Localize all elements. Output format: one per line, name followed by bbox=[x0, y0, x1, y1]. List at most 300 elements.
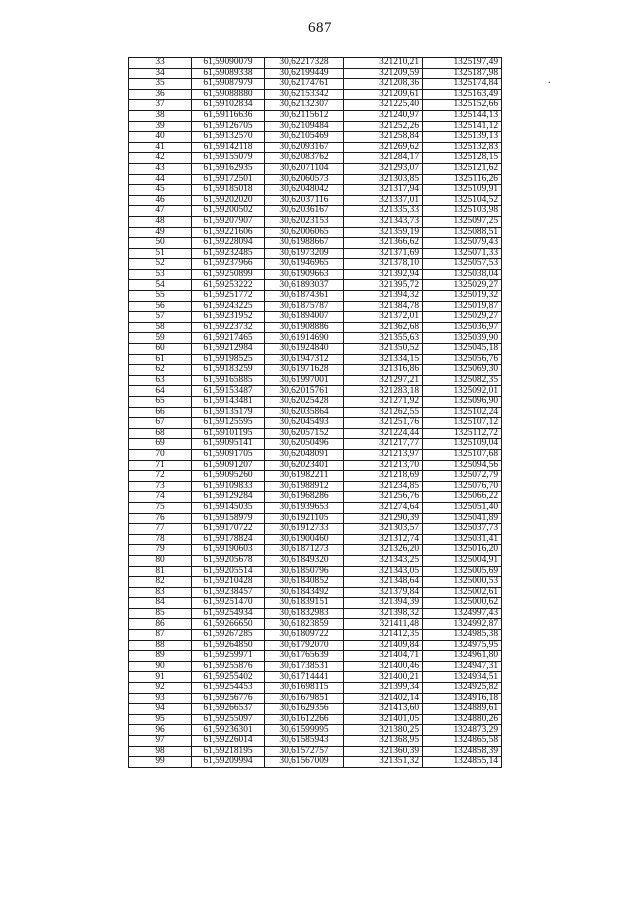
y-coordinate-cell: 1324916,18 bbox=[423, 693, 502, 704]
y-coordinate-cell: 1324934,51 bbox=[423, 672, 502, 683]
x-coordinate-cell: 321208,36 bbox=[344, 79, 423, 90]
latitude-cell: 61,59145035 bbox=[192, 502, 265, 513]
x-coordinate-cell: 321337,01 bbox=[344, 195, 423, 206]
y-coordinate-cell: 1325144,13 bbox=[423, 110, 502, 121]
y-coordinate-cell: 1325072,79 bbox=[423, 471, 502, 482]
longitude-cell: 30,62153342 bbox=[265, 89, 344, 100]
latitude-cell: 61,59129284 bbox=[192, 492, 265, 503]
longitude-cell: 30,62105469 bbox=[265, 132, 344, 143]
y-coordinate-cell: 1325041,89 bbox=[423, 513, 502, 524]
longitude-cell: 30,61893037 bbox=[265, 280, 344, 291]
point-number-cell: 95 bbox=[129, 714, 192, 725]
x-coordinate-cell: 321225,40 bbox=[344, 100, 423, 111]
y-coordinate-cell: 1325019,87 bbox=[423, 301, 502, 312]
table-row bbox=[129, 481, 502, 492]
point-number-cell: 97 bbox=[129, 736, 192, 747]
longitude-cell: 30,62132307 bbox=[265, 100, 344, 111]
x-coordinate-cell: 321350,52 bbox=[344, 344, 423, 355]
latitude-cell: 61,59255402 bbox=[192, 672, 265, 683]
latitude-cell: 61,59183259 bbox=[192, 365, 265, 376]
x-coordinate-cell: 321379,84 bbox=[344, 587, 423, 598]
point-number-cell: 58 bbox=[129, 322, 192, 333]
latitude-cell: 61,59190603 bbox=[192, 545, 265, 556]
point-number-cell: 74 bbox=[129, 492, 192, 503]
x-coordinate-cell: 321348,64 bbox=[344, 577, 423, 588]
longitude-cell: 30,61629356 bbox=[265, 704, 344, 715]
point-number-cell: 59 bbox=[129, 333, 192, 344]
latitude-cell: 61,59231952 bbox=[192, 312, 265, 323]
point-number-cell: 90 bbox=[129, 661, 192, 672]
y-coordinate-cell: 1325045,18 bbox=[423, 344, 502, 355]
y-coordinate-cell: 1325104,52 bbox=[423, 195, 502, 206]
point-number-cell: 55 bbox=[129, 291, 192, 302]
point-number-cell: 73 bbox=[129, 481, 192, 492]
longitude-cell: 30,61973209 bbox=[265, 248, 344, 259]
x-coordinate-cell: 321326,20 bbox=[344, 545, 423, 556]
latitude-cell: 61,59095260 bbox=[192, 471, 265, 482]
latitude-cell: 61,59153487 bbox=[192, 386, 265, 397]
y-coordinate-cell: 1325107,68 bbox=[423, 449, 502, 460]
y-coordinate-cell: 1325038,04 bbox=[423, 269, 502, 280]
table-row bbox=[129, 344, 502, 355]
latitude-cell: 61,59212984 bbox=[192, 344, 265, 355]
y-coordinate-cell: 1325187,98 bbox=[423, 68, 502, 79]
table-row bbox=[129, 301, 502, 312]
latitude-cell: 61,59155079 bbox=[192, 153, 265, 164]
point-number-cell: 92 bbox=[129, 683, 192, 694]
y-coordinate-cell: 1325031,41 bbox=[423, 534, 502, 545]
point-number-cell: 84 bbox=[129, 598, 192, 609]
longitude-cell: 30,61875787 bbox=[265, 301, 344, 312]
x-coordinate-cell: 321402,14 bbox=[344, 693, 423, 704]
table-row bbox=[129, 545, 502, 556]
table-row bbox=[129, 418, 502, 429]
table-row bbox=[129, 704, 502, 715]
point-number-cell: 45 bbox=[129, 185, 192, 196]
y-coordinate-cell: 1324997,43 bbox=[423, 608, 502, 619]
y-coordinate-cell: 1325107,12 bbox=[423, 418, 502, 429]
latitude-cell: 61,59198525 bbox=[192, 354, 265, 365]
longitude-cell: 30,62071104 bbox=[265, 163, 344, 174]
longitude-cell: 30,62045493 bbox=[265, 418, 344, 429]
y-coordinate-cell: 1325019,32 bbox=[423, 291, 502, 302]
latitude-cell: 61,59256776 bbox=[192, 693, 265, 704]
latitude-cell: 61,59255876 bbox=[192, 661, 265, 672]
y-coordinate-cell: 1325128,15 bbox=[423, 153, 502, 164]
table-row bbox=[129, 375, 502, 386]
latitude-cell: 61,59178824 bbox=[192, 534, 265, 545]
point-number-cell: 53 bbox=[129, 269, 192, 280]
point-number-cell: 60 bbox=[129, 344, 192, 355]
longitude-cell: 30,62109484 bbox=[265, 121, 344, 132]
x-coordinate-cell: 321217,77 bbox=[344, 439, 423, 450]
latitude-cell: 61,59250899 bbox=[192, 269, 265, 280]
point-number-cell: 93 bbox=[129, 693, 192, 704]
longitude-cell: 30,62199449 bbox=[265, 68, 344, 79]
table-row bbox=[129, 333, 502, 344]
table-row bbox=[129, 216, 502, 227]
longitude-cell: 30,61714441 bbox=[265, 672, 344, 683]
y-coordinate-cell: 1324925,82 bbox=[423, 683, 502, 694]
point-number-cell: 89 bbox=[129, 651, 192, 662]
longitude-cell: 30,62050496 bbox=[265, 439, 344, 450]
longitude-cell: 30,61947312 bbox=[265, 354, 344, 365]
longitude-cell: 30,61894007 bbox=[265, 312, 344, 323]
x-coordinate-cell: 321297,21 bbox=[344, 375, 423, 386]
latitude-cell: 61,59126705 bbox=[192, 121, 265, 132]
y-coordinate-cell: 1324975,95 bbox=[423, 640, 502, 651]
point-number-cell: 98 bbox=[129, 746, 192, 757]
y-coordinate-cell: 1324873,29 bbox=[423, 725, 502, 736]
table-row bbox=[129, 142, 502, 153]
latitude-cell: 61,59162935 bbox=[192, 163, 265, 174]
point-number-cell: 36 bbox=[129, 89, 192, 100]
latitude-cell: 61,59185018 bbox=[192, 185, 265, 196]
x-coordinate-cell: 321359,19 bbox=[344, 227, 423, 238]
table-row bbox=[129, 163, 502, 174]
latitude-cell: 61,59221606 bbox=[192, 227, 265, 238]
latitude-cell: 61,59202020 bbox=[192, 195, 265, 206]
point-number-cell: 49 bbox=[129, 227, 192, 238]
longitude-cell: 30,61849320 bbox=[265, 555, 344, 566]
x-coordinate-cell: 321224,44 bbox=[344, 428, 423, 439]
point-number-cell: 40 bbox=[129, 132, 192, 143]
table-row bbox=[129, 587, 502, 598]
point-number-cell: 99 bbox=[129, 757, 192, 768]
point-number-cell: 82 bbox=[129, 577, 192, 588]
point-number-cell: 50 bbox=[129, 238, 192, 249]
latitude-cell: 61,59125595 bbox=[192, 418, 265, 429]
coordinates-table-body bbox=[129, 58, 502, 768]
latitude-cell: 61,59109833 bbox=[192, 481, 265, 492]
x-coordinate-cell: 321380,25 bbox=[344, 725, 423, 736]
table-row bbox=[129, 153, 502, 164]
table-row bbox=[129, 89, 502, 100]
latitude-cell: 61,59232485 bbox=[192, 248, 265, 259]
x-coordinate-cell: 321368,95 bbox=[344, 736, 423, 747]
table-row bbox=[129, 365, 502, 376]
y-coordinate-cell: 1325132,83 bbox=[423, 142, 502, 153]
latitude-cell: 61,59089338 bbox=[192, 68, 265, 79]
x-coordinate-cell: 321394,32 bbox=[344, 291, 423, 302]
latitude-cell: 61,59205678 bbox=[192, 555, 265, 566]
y-coordinate-cell: 1325000,53 bbox=[423, 577, 502, 588]
y-coordinate-cell: 1325002,61 bbox=[423, 587, 502, 598]
table-row bbox=[129, 58, 502, 69]
y-coordinate-cell: 1325116,26 bbox=[423, 174, 502, 185]
latitude-cell: 61,59143481 bbox=[192, 397, 265, 408]
x-coordinate-cell: 321351,32 bbox=[344, 757, 423, 768]
table-row bbox=[129, 608, 502, 619]
longitude-cell: 30,61946965 bbox=[265, 259, 344, 270]
longitude-cell: 30,61738531 bbox=[265, 661, 344, 672]
point-number-cell: 67 bbox=[129, 418, 192, 429]
latitude-cell: 61,59088880 bbox=[192, 89, 265, 100]
latitude-cell: 61,59205514 bbox=[192, 566, 265, 577]
latitude-cell: 61,59266537 bbox=[192, 704, 265, 715]
y-coordinate-cell: 1325066,22 bbox=[423, 492, 502, 503]
x-coordinate-cell: 321394,39 bbox=[344, 598, 423, 609]
table-row bbox=[129, 185, 502, 196]
y-coordinate-cell: 1325079,43 bbox=[423, 238, 502, 249]
y-coordinate-cell: 1325051,40 bbox=[423, 502, 502, 513]
y-coordinate-cell: 1324858,39 bbox=[423, 746, 502, 757]
x-coordinate-cell: 321317,94 bbox=[344, 185, 423, 196]
table-row bbox=[129, 630, 502, 641]
table-row bbox=[129, 492, 502, 503]
longitude-cell: 30,61914690 bbox=[265, 333, 344, 344]
latitude-cell: 61,59237966 bbox=[192, 259, 265, 270]
table-row bbox=[129, 661, 502, 672]
y-coordinate-cell: 1324880,26 bbox=[423, 714, 502, 725]
x-coordinate-cell: 321413,60 bbox=[344, 704, 423, 715]
longitude-cell: 30,61909663 bbox=[265, 269, 344, 280]
x-coordinate-cell: 321343,25 bbox=[344, 555, 423, 566]
latitude-cell: 61,59243225 bbox=[192, 301, 265, 312]
table-row bbox=[129, 524, 502, 535]
y-coordinate-cell: 1324985,38 bbox=[423, 630, 502, 641]
latitude-cell: 61,59200502 bbox=[192, 206, 265, 217]
latitude-cell: 61,59142118 bbox=[192, 142, 265, 153]
longitude-cell: 30,62025428 bbox=[265, 397, 344, 408]
y-coordinate-cell: 1325097,25 bbox=[423, 216, 502, 227]
y-coordinate-cell: 1325039,90 bbox=[423, 333, 502, 344]
point-number-cell: 68 bbox=[129, 428, 192, 439]
y-coordinate-cell: 1325152,66 bbox=[423, 100, 502, 111]
table-row bbox=[129, 79, 502, 90]
latitude-cell: 61,59091705 bbox=[192, 449, 265, 460]
longitude-cell: 30,62035864 bbox=[265, 407, 344, 418]
x-coordinate-cell: 321355,63 bbox=[344, 333, 423, 344]
latitude-cell: 61,59238457 bbox=[192, 587, 265, 598]
x-coordinate-cell: 321360,39 bbox=[344, 746, 423, 757]
point-number-cell: 66 bbox=[129, 407, 192, 418]
x-coordinate-cell: 321303,57 bbox=[344, 524, 423, 535]
table-row bbox=[129, 195, 502, 206]
point-number-cell: 42 bbox=[129, 153, 192, 164]
y-coordinate-cell: 1325005,69 bbox=[423, 566, 502, 577]
table-row bbox=[129, 259, 502, 270]
longitude-cell: 30,61850796 bbox=[265, 566, 344, 577]
longitude-cell: 30,61585943 bbox=[265, 736, 344, 747]
y-coordinate-cell: 1325029,27 bbox=[423, 312, 502, 323]
x-coordinate-cell: 321293,07 bbox=[344, 163, 423, 174]
x-coordinate-cell: 321256,76 bbox=[344, 492, 423, 503]
point-number-cell: 70 bbox=[129, 449, 192, 460]
point-number-cell: 39 bbox=[129, 121, 192, 132]
margin-mark: . bbox=[548, 75, 551, 86]
x-coordinate-cell: 321218,69 bbox=[344, 471, 423, 482]
point-number-cell: 34 bbox=[129, 68, 192, 79]
x-coordinate-cell: 321372,01 bbox=[344, 312, 423, 323]
longitude-cell: 30,61871273 bbox=[265, 545, 344, 556]
longitude-cell: 30,62057152 bbox=[265, 428, 344, 439]
longitude-cell: 30,62036167 bbox=[265, 206, 344, 217]
latitude-cell: 61,59209994 bbox=[192, 757, 265, 768]
latitude-cell: 61,59266650 bbox=[192, 619, 265, 630]
y-coordinate-cell: 1325092,01 bbox=[423, 386, 502, 397]
x-coordinate-cell: 321240,97 bbox=[344, 110, 423, 121]
point-number-cell: 79 bbox=[129, 545, 192, 556]
point-number-cell: 77 bbox=[129, 524, 192, 535]
point-number-cell: 52 bbox=[129, 259, 192, 270]
longitude-cell: 30,61839151 bbox=[265, 598, 344, 609]
table-row bbox=[129, 577, 502, 588]
point-number-cell: 47 bbox=[129, 206, 192, 217]
point-number-cell: 57 bbox=[129, 312, 192, 323]
latitude-cell: 61,59132570 bbox=[192, 132, 265, 143]
table-row bbox=[129, 566, 502, 577]
point-number-cell: 75 bbox=[129, 502, 192, 513]
longitude-cell: 30,62037116 bbox=[265, 195, 344, 206]
latitude-cell: 61,59259971 bbox=[192, 651, 265, 662]
y-coordinate-cell: 1325109,04 bbox=[423, 439, 502, 450]
point-number-cell: 33 bbox=[129, 58, 192, 69]
longitude-cell: 30,61832983 bbox=[265, 608, 344, 619]
table-row bbox=[129, 248, 502, 259]
x-coordinate-cell: 321274,64 bbox=[344, 502, 423, 513]
latitude-cell: 61,59267285 bbox=[192, 630, 265, 641]
point-number-cell: 51 bbox=[129, 248, 192, 259]
latitude-cell: 61,59254453 bbox=[192, 683, 265, 694]
y-coordinate-cell: 1325016,20 bbox=[423, 545, 502, 556]
longitude-cell: 30,62115612 bbox=[265, 110, 344, 121]
page-number: 687 bbox=[308, 20, 332, 36]
table-row bbox=[129, 397, 502, 408]
point-number-cell: 86 bbox=[129, 619, 192, 630]
table-row bbox=[129, 121, 502, 132]
point-number-cell: 72 bbox=[129, 471, 192, 482]
longitude-cell: 30,61924840 bbox=[265, 344, 344, 355]
latitude-cell: 61,59228094 bbox=[192, 238, 265, 249]
latitude-cell: 61,59253222 bbox=[192, 280, 265, 291]
y-coordinate-cell: 1325174,84 bbox=[423, 79, 502, 90]
latitude-cell: 61,59101195 bbox=[192, 428, 265, 439]
table-row bbox=[129, 291, 502, 302]
longitude-cell: 30,61912733 bbox=[265, 524, 344, 535]
latitude-cell: 61,59095141 bbox=[192, 439, 265, 450]
longitude-cell: 30,62217328 bbox=[265, 58, 344, 69]
table-row bbox=[129, 683, 502, 694]
longitude-cell: 30,62093167 bbox=[265, 142, 344, 153]
longitude-cell: 30,61988667 bbox=[265, 238, 344, 249]
longitude-cell: 30,61823859 bbox=[265, 619, 344, 630]
x-coordinate-cell: 321343,05 bbox=[344, 566, 423, 577]
table-row bbox=[129, 174, 502, 185]
longitude-cell: 30,61809722 bbox=[265, 630, 344, 641]
x-coordinate-cell: 321258,84 bbox=[344, 132, 423, 143]
table-row bbox=[129, 449, 502, 460]
point-number-cell: 76 bbox=[129, 513, 192, 524]
y-coordinate-cell: 1325036,97 bbox=[423, 322, 502, 333]
latitude-cell: 61,59217465 bbox=[192, 333, 265, 344]
x-coordinate-cell: 321335,33 bbox=[344, 206, 423, 217]
y-coordinate-cell: 1325103,98 bbox=[423, 206, 502, 217]
x-coordinate-cell: 321398,32 bbox=[344, 608, 423, 619]
x-coordinate-cell: 321269,62 bbox=[344, 142, 423, 153]
y-coordinate-cell: 1325076,70 bbox=[423, 481, 502, 492]
table-row bbox=[129, 227, 502, 238]
latitude-cell: 61,59090079 bbox=[192, 58, 265, 69]
y-coordinate-cell: 1325000,62 bbox=[423, 598, 502, 609]
table-row bbox=[129, 619, 502, 630]
point-number-cell: 85 bbox=[129, 608, 192, 619]
table-row bbox=[129, 132, 502, 143]
longitude-cell: 30,61792070 bbox=[265, 640, 344, 651]
y-coordinate-cell: 1325096,90 bbox=[423, 397, 502, 408]
x-coordinate-cell: 321209,59 bbox=[344, 68, 423, 79]
x-coordinate-cell: 321392,94 bbox=[344, 269, 423, 280]
table-row bbox=[129, 386, 502, 397]
latitude-cell: 61,59116636 bbox=[192, 110, 265, 121]
table-row bbox=[129, 460, 502, 471]
longitude-cell: 30,61698115 bbox=[265, 683, 344, 694]
point-number-cell: 80 bbox=[129, 555, 192, 566]
table-row bbox=[129, 640, 502, 651]
longitude-cell: 30,62015761 bbox=[265, 386, 344, 397]
table-row bbox=[129, 598, 502, 609]
y-coordinate-cell: 1325094,56 bbox=[423, 460, 502, 471]
table-row bbox=[129, 693, 502, 704]
point-number-cell: 96 bbox=[129, 725, 192, 736]
coordinates-table bbox=[128, 57, 502, 768]
x-coordinate-cell: 321234,85 bbox=[344, 481, 423, 492]
point-number-cell: 87 bbox=[129, 630, 192, 641]
longitude-cell: 30,61840852 bbox=[265, 577, 344, 588]
table-row bbox=[129, 280, 502, 291]
y-coordinate-cell: 1325071,33 bbox=[423, 248, 502, 259]
x-coordinate-cell: 321409,84 bbox=[344, 640, 423, 651]
x-coordinate-cell: 321384,78 bbox=[344, 301, 423, 312]
x-coordinate-cell: 321400,46 bbox=[344, 661, 423, 672]
point-number-cell: 64 bbox=[129, 386, 192, 397]
longitude-cell: 30,61971628 bbox=[265, 365, 344, 376]
y-coordinate-cell: 1325112,72 bbox=[423, 428, 502, 439]
table-row bbox=[129, 100, 502, 111]
latitude-cell: 61,59251470 bbox=[192, 598, 265, 609]
point-number-cell: 54 bbox=[129, 280, 192, 291]
point-number-cell: 38 bbox=[129, 110, 192, 121]
longitude-cell: 30,61988912 bbox=[265, 481, 344, 492]
point-number-cell: 65 bbox=[129, 397, 192, 408]
point-number-cell: 44 bbox=[129, 174, 192, 185]
x-coordinate-cell: 321399,34 bbox=[344, 683, 423, 694]
point-number-cell: 94 bbox=[129, 704, 192, 715]
y-coordinate-cell: 1325141,12 bbox=[423, 121, 502, 132]
latitude-cell: 61,59170722 bbox=[192, 524, 265, 535]
longitude-cell: 30,61982211 bbox=[265, 471, 344, 482]
x-coordinate-cell: 321366,62 bbox=[344, 238, 423, 249]
point-number-cell: 91 bbox=[129, 672, 192, 683]
latitude-cell: 61,59158979 bbox=[192, 513, 265, 524]
x-coordinate-cell: 321283,18 bbox=[344, 386, 423, 397]
x-coordinate-cell: 321213,70 bbox=[344, 460, 423, 471]
x-coordinate-cell: 321378,10 bbox=[344, 259, 423, 270]
y-coordinate-cell: 1325102,24 bbox=[423, 407, 502, 418]
longitude-cell: 30,62023401 bbox=[265, 460, 344, 471]
y-coordinate-cell: 1325029,27 bbox=[423, 280, 502, 291]
point-number-cell: 48 bbox=[129, 216, 192, 227]
latitude-cell: 61,59264850 bbox=[192, 640, 265, 651]
table-row bbox=[129, 110, 502, 121]
latitude-cell: 61,59251772 bbox=[192, 291, 265, 302]
table-row bbox=[129, 757, 502, 768]
longitude-cell: 30,61765639 bbox=[265, 651, 344, 662]
latitude-cell: 61,59165885 bbox=[192, 375, 265, 386]
table-row bbox=[129, 736, 502, 747]
latitude-cell: 61,59102834 bbox=[192, 100, 265, 111]
x-coordinate-cell: 321271,92 bbox=[344, 397, 423, 408]
